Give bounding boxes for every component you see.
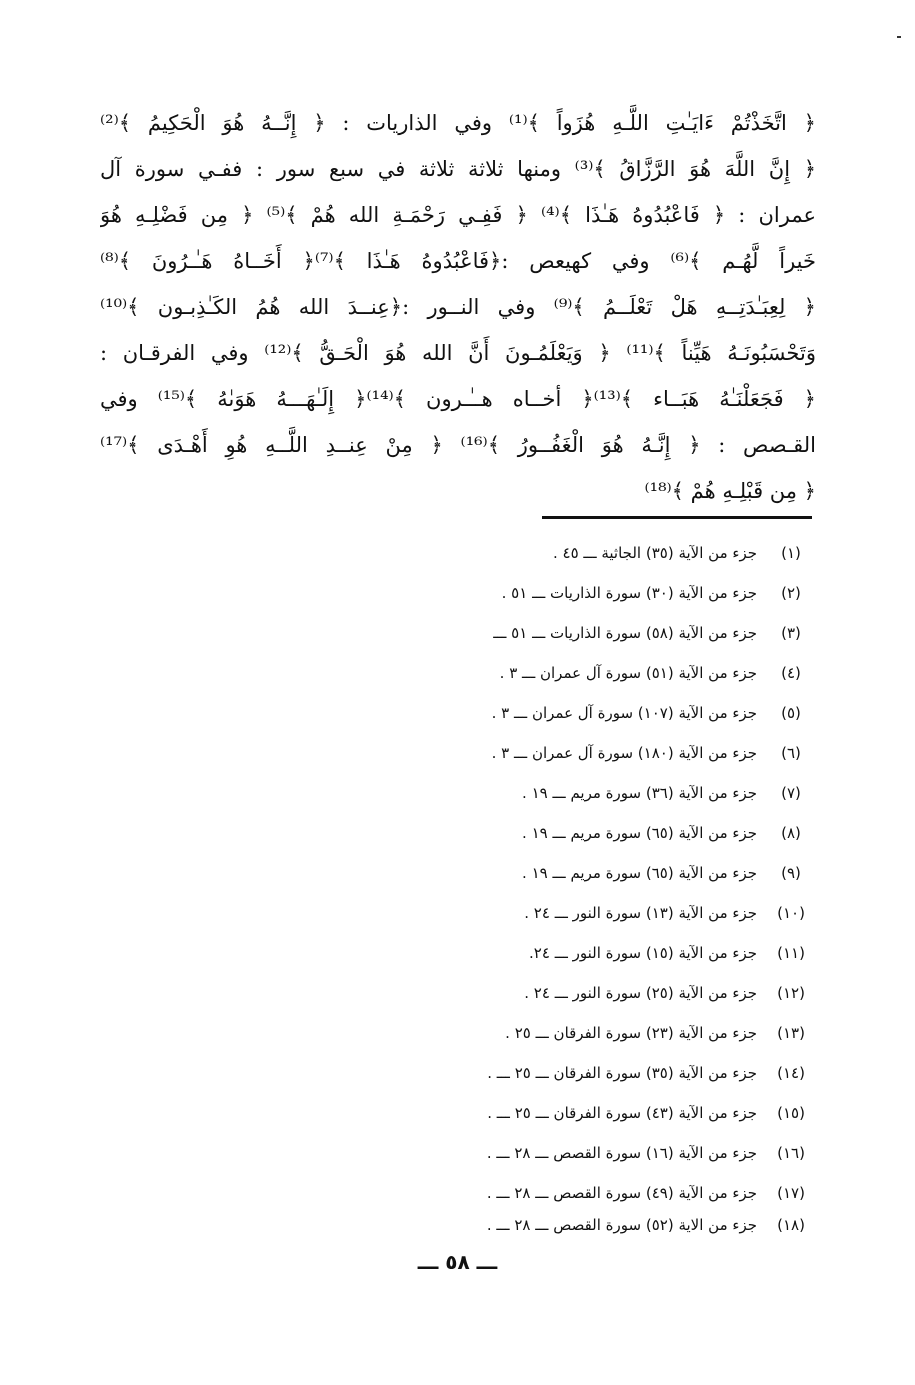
footnote-number: (١) <box>781 544 801 562</box>
main-text-line: ﴿ إِنَّ اللَّهَ هُوَ الرَّزَّاقُ ﴾⁽³⁾ ومنها ثلاثة ثلاثة في سبع سور : ففـي سورة آل <box>100 157 816 181</box>
page-number: ـــ ٥٨ ـــ <box>417 1250 498 1274</box>
footnote-item <box>522 856 815 890</box>
main-text-line: ﴿ فَجَعَلْنَـٰهُ هَبَــاء ﴾⁽¹³⁾﴿ أخــاه هــٰـرون ﴾⁽¹⁴⁾﴿ إِلَـٰهَـــهُ هَوَىٰهُ ﴾⁽¹⁵⁾ وفي <box>100 387 816 411</box>
footnote-text: جزء من الآية (١٨٠) سورة آل عمران ـــ ٣ . <box>491 744 757 762</box>
footnote-number: (١٤) <box>777 1064 805 1082</box>
footnote-number: (٧) <box>781 784 801 802</box>
footnote-text: جزء من الآية (٤٩) سورة القصص ـــ ٢٨ ـــ . <box>486 1184 757 1202</box>
footnote-text: جزء من الآية (٢٣) سورة الفرقان ـــ ٢٥ . <box>505 1024 757 1042</box>
footnote-item <box>487 1056 815 1090</box>
footnote-number: (١١) <box>777 944 805 962</box>
main-text-line: عمران : ﴿ فَاعْبُدُوهُ هَـٰذَا ﴾⁽⁴⁾ ﴿ فَفِـي رَحْمَـةِ الله هُمْ ﴾⁽⁵⁾ ﴿ مِن فَضْلِـهِ هُوَ <box>100 203 816 227</box>
main-text-line: القـصص : ﴿ إِنَّـهُ هُوَ الْغَفُــورُ ﴾⁽¹⁶⁾ ﴿ مِنْ عِنــدِ اللَّــهِ هُوِ أَهْـدَى ﴾⁽¹⁷⁾ <box>100 433 816 457</box>
footnote-number: (١٣) <box>777 1024 805 1042</box>
footnote-item <box>524 976 815 1010</box>
main-text-line: ﴿ مِن قَبْلِـهِ هُمْ ﴾⁽¹⁸⁾ <box>644 479 816 503</box>
footnote-item <box>487 1096 815 1130</box>
footnote-number: (٩) <box>781 864 801 882</box>
footnote-number: (١٠) <box>777 904 805 922</box>
footnote-text: جزء من الآية (١٦) سورة القصص ـــ ٢٨ ـــ . <box>486 1144 757 1162</box>
footnote-text: جزء من الآية (٦٥) سورة مريم ـــ ١٩ . <box>522 864 757 882</box>
footnote-number: (٦) <box>781 744 801 762</box>
footnote-text: جزء من الاية (٥٢) سورة القصص ـــ ٢٨ ـــ . <box>486 1216 757 1234</box>
footnote-item <box>553 536 815 570</box>
footnote-item <box>487 1176 815 1210</box>
footnote-item <box>487 1136 815 1170</box>
footnote-item <box>522 776 815 810</box>
footnote-text: جزء من الآية (٦٥) سورة مريم ـــ ١٩ . <box>522 824 757 842</box>
footnote-item <box>502 576 815 610</box>
footnote-text: جزء من الآية (٣٥) سورة الفرقان ـــ ٢٥ ـــ . <box>487 1064 757 1082</box>
footnote-text: جزء من الآية (٢٥) سورة النور ـــ ٢٤ . <box>524 984 757 1002</box>
footnote-number: (١٧) <box>777 1184 805 1202</box>
footnote-item <box>500 656 815 690</box>
footnote-item <box>529 936 815 970</box>
main-text-line: وَتَحْسَبُونَـهُ هَيِّناً ﴾⁽¹¹⁾ ﴿ وَيَعْلَمُـونَ أَنَّ الله هُوَ الْحَـقُّ ﴾⁽¹²⁾ وفي الفرقـان : <box>100 341 816 365</box>
footnote-text: جزء من الآية (٥١) سورة آل عمران ـــ ٣ . <box>499 664 757 682</box>
footnote-item <box>492 736 815 770</box>
footnote-text: جزء من الآية (١٠٧) سورة آل عمران ـــ ٣ . <box>491 704 757 722</box>
main-text-line: ﴿ لِعِبَـٰدَتِــهِ هَلْ تَعْلَــمُ ﴾⁽⁹⁾ وفي النــور :﴿عِنــدَ الله هُمُ الكَـٰذِبـون ﴾⁽¹⁰⁾ <box>100 295 816 319</box>
footnote-number: (٢) <box>781 584 801 602</box>
footnote-number: (٥) <box>781 704 801 722</box>
footnote-number: (١٥) <box>777 1104 805 1122</box>
footnote-text: جزء من الآية (٣٥) الجاثية ـــ ٤٥ . <box>552 544 757 562</box>
main-text-line: ﴿ اتَّخَذْتُمْ ءَايَـٰتِ اللَّـهِ هُزَواً ﴾⁽¹⁾ وفي الذاريات : ﴿ إِنَّــهُ هُوَ الْحَكِيمُ ﴾⁽²⁾ <box>100 111 816 135</box>
footnote-number: (١٢) <box>777 984 805 1002</box>
main-text-line: خَيراً لَّهُـم ﴾⁽⁶⁾ وفي كهيعص :﴿فَاعْبُدُوهُ هَـٰذَا ﴾⁽⁷⁾﴿ أَخَــاهُ هَـٰـرُونَ ﴾⁽⁸⁾ <box>100 249 816 273</box>
corner-mark <box>897 36 901 38</box>
footnote-text: جزء من الآية (٣٦) سورة مريم ـــ ١٩ . <box>522 784 757 802</box>
main-text <box>100 100 816 514</box>
footnote-item <box>492 696 815 730</box>
footnote-text: جزء من الآية (٣٠) سورة الذاريات ـــ ٥١ . <box>501 584 757 602</box>
footnote-number: (٤) <box>781 664 801 682</box>
footnote-text: جزء من الآية (١٣) سورة النور ـــ ٢٤ . <box>524 904 757 922</box>
footnote-item <box>493 616 815 650</box>
footnote-separator <box>542 516 812 519</box>
footnote-item <box>522 816 815 850</box>
footnote-text: جزء من الآية (٥٨) سورة الذاريات ـــ ٥١ ـــ <box>493 624 757 642</box>
footnote-number: (٣) <box>781 624 801 642</box>
footnote-text: جزء من الآية (١٥) سورة النور ـــ ٢٤. <box>529 944 757 962</box>
footnote-item <box>524 896 815 930</box>
footnote-number: (١٦) <box>777 1144 805 1162</box>
footnote-number: (١٨) <box>777 1216 805 1234</box>
footnote-text: جزء من الآية (٤٣) سورة الفرقان ـــ ٢٥ ـــ . <box>487 1104 757 1122</box>
footnote-number: (٨) <box>781 824 801 842</box>
footnote-item <box>505 1016 815 1050</box>
footnote-item <box>487 1208 815 1242</box>
